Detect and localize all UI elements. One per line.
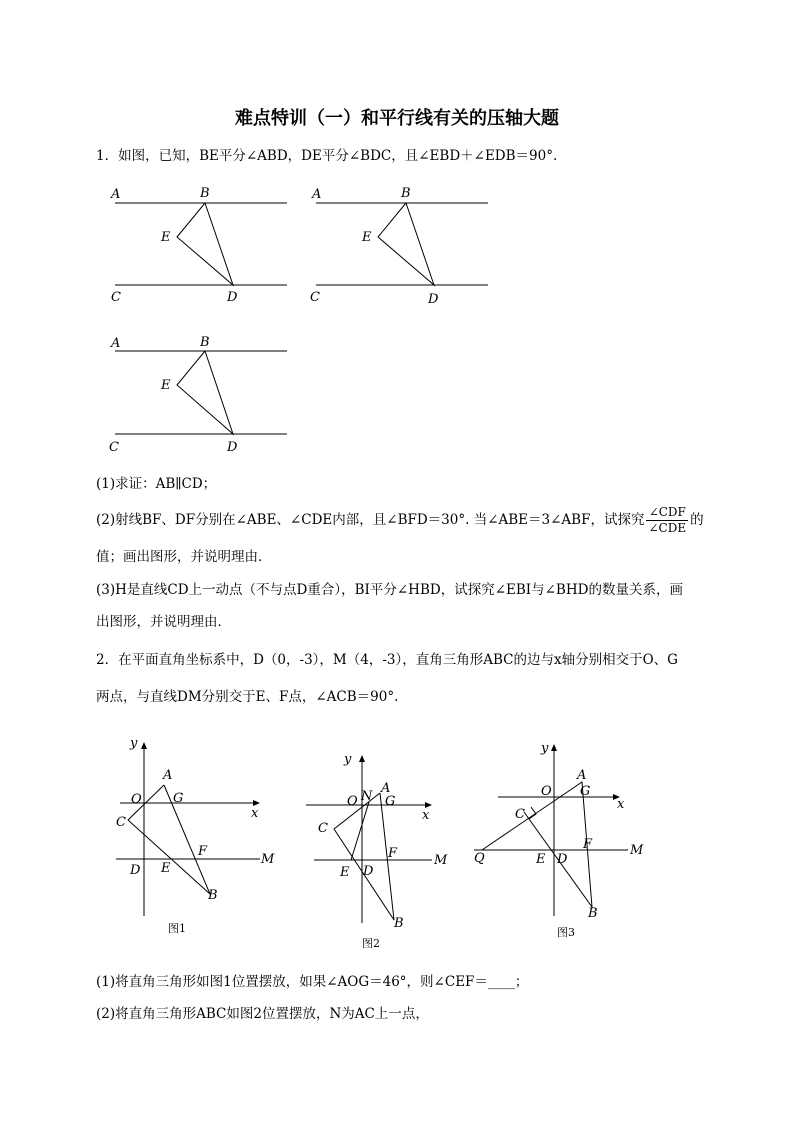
- q2-part1: (1)将直角三角形如图1位置摆放，如果∠AOG＝46°，则∠CEF＝____；: [96, 974, 529, 990]
- pt-n: N: [361, 789, 373, 804]
- axis-x: x: [251, 806, 259, 821]
- q2-figure-3: [470, 738, 650, 943]
- label-b: B: [200, 186, 210, 201]
- q1-part1: (1)求证：AB∥CD；: [96, 476, 217, 492]
- q1-figure-3: [105, 330, 295, 460]
- label-c: C: [310, 290, 320, 305]
- fig1-caption: 图1: [168, 922, 186, 935]
- pt-b: B: [208, 888, 218, 903]
- label-e: E: [161, 230, 171, 245]
- pt-m: M: [261, 852, 275, 867]
- pt-o: O: [347, 794, 358, 809]
- pt-e: E: [340, 865, 350, 880]
- q1-figure-1: [105, 180, 295, 310]
- q1-stem: 1．如图，已知，BE平分∠ABD，DE平分∠BDC，且∠EBD＋∠EDB＝90°.: [96, 148, 558, 164]
- fraction-denominator: ∠CDE: [648, 521, 687, 535]
- pt-a: A: [163, 768, 173, 783]
- q2-figure-1: [110, 738, 290, 943]
- label-b: B: [401, 186, 411, 201]
- q2-stem-cont: 两点，与直线DM分别交于E、F点，∠ACB＝90°.: [96, 689, 399, 705]
- fig2-caption: 图2: [362, 937, 380, 950]
- label-a: A: [111, 336, 121, 351]
- pt-d: D: [557, 852, 568, 867]
- q1-fraction: [646, 505, 688, 536]
- axis-x: x: [617, 797, 625, 812]
- q2-part2: (2)将直角三角形ABC如图2位置摆放，N为AC上一点，: [96, 1006, 429, 1022]
- pt-m: M: [434, 853, 448, 868]
- pt-e: E: [161, 861, 171, 876]
- label-d: D: [227, 440, 238, 455]
- pt-q: Q: [474, 851, 485, 866]
- pt-f: F: [198, 844, 208, 859]
- page-title: 难点特训（一）和平行线有关的压轴大题: [235, 108, 559, 129]
- label-d: D: [428, 292, 439, 307]
- q1-part2-suffix: 的: [690, 512, 704, 528]
- q1-part2-cont: 值；画出图形，并说明理由．: [96, 549, 272, 565]
- pt-e: E: [536, 852, 546, 867]
- label-d: D: [227, 290, 238, 305]
- pt-g: G: [385, 794, 396, 809]
- pt-a: A: [577, 768, 587, 783]
- q1-part2-line: [96, 502, 704, 538]
- q1-part3: (3)H是直线CD上一动点（不与点D重合），BI平分∠HBD，试探究∠EBI与∠BHD的数量关系，画: [96, 582, 683, 598]
- pt-o: O: [541, 784, 552, 799]
- axis-y: y: [130, 736, 138, 751]
- pt-c: C: [318, 821, 328, 836]
- label-a: A: [111, 187, 121, 202]
- q1-part2-text: (2)射线BF、DF分别在∠ABE、∠CDE内部，且∠BFD＝30°. 当∠ABE＝3∠ABF，试探究: [96, 512, 645, 528]
- label-c: C: [111, 290, 121, 305]
- label-a: A: [312, 187, 322, 202]
- pt-c: C: [515, 807, 525, 822]
- q1-part3-cont: 出图形，并说明理由．: [96, 614, 231, 630]
- label-c: C: [109, 440, 119, 455]
- axis-y: y: [344, 752, 352, 767]
- axis-y: y: [541, 741, 549, 756]
- fig3-caption: 图3: [557, 926, 575, 939]
- pt-m: M: [630, 843, 644, 858]
- label-e: E: [362, 230, 372, 245]
- pt-b: B: [588, 906, 598, 921]
- pt-b: B: [394, 916, 404, 931]
- pt-c: C: [116, 815, 126, 830]
- pt-g: G: [173, 791, 184, 806]
- label-e: E: [161, 378, 171, 393]
- axis-x: x: [422, 808, 430, 823]
- pt-f: F: [388, 846, 398, 861]
- q2-stem: 2．在平面直角坐标系中，D（0，-3），M（4，-3），直角三角形ABC的边与x轴分别相交于O、G: [96, 652, 678, 668]
- pt-a: A: [381, 781, 391, 796]
- fraction-numerator: ∠CDF: [646, 505, 688, 521]
- q2-figure-2: [300, 745, 460, 950]
- pt-f: F: [583, 837, 593, 852]
- q1-figure-2: [306, 180, 496, 310]
- label-b: B: [200, 335, 210, 350]
- pt-o: O: [131, 792, 142, 807]
- pt-d: D: [130, 863, 141, 878]
- pt-d: D: [363, 864, 374, 879]
- pt-g: G: [580, 784, 591, 799]
